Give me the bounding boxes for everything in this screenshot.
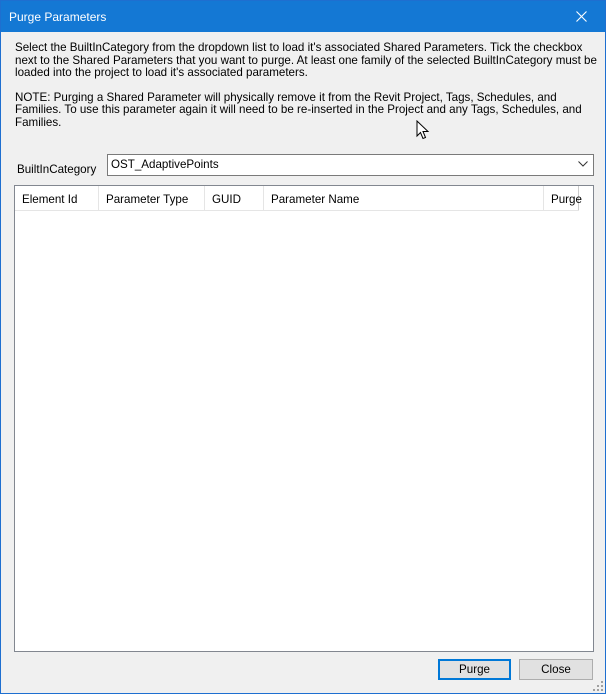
close-button[interactable]: Close: [519, 659, 593, 680]
column-header-element-id[interactable]: Element Id: [15, 186, 99, 210]
builtincategory-selected-value: OST_AdaptivePoints: [111, 158, 219, 171]
title-bar[interactable]: [1, 1, 605, 32]
column-header-parameter-type[interactable]: Parameter Type: [99, 186, 205, 210]
column-header-guid[interactable]: GUID: [205, 186, 264, 210]
window-title: Purge Parameters: [9, 10, 107, 24]
resize-grip-icon[interactable]: [593, 681, 603, 691]
purge-note-text: NOTE: Purging a Shared Parameter will physically remove it from the Revit Project, Tags, Schedules, and Families. To use this parameter again it will need to be re-inserted in the Project and any Tags, Schedules, and Families.: [15, 90, 582, 129]
window-close-button[interactable]: [559, 1, 605, 32]
instructions-text: Select the BuiltInCategory from the dropdown list to load it's associated Shared Parameters. Tick the checkbox next to the Shared Parameters that you want to purge. At least one family of the selected BuiltInCategory must be loaded into the project to load it's associated parameters.: [15, 41, 597, 79]
builtincategory-dropdown[interactable]: [107, 154, 594, 176]
chevron-down-icon: [578, 161, 588, 167]
parameters-grid[interactable]: [14, 185, 594, 652]
instructions: [15, 42, 600, 129]
column-header-purge[interactable]: Purge: [544, 186, 579, 210]
close-icon: [576, 11, 587, 22]
mouse-cursor-icon: [416, 120, 430, 140]
purge-button[interactable]: Purge: [438, 659, 511, 680]
builtincategory-label: BuiltInCategory: [17, 163, 97, 176]
column-header-parameter-name[interactable]: Parameter Name: [264, 186, 544, 210]
grid-header: [15, 186, 582, 211]
